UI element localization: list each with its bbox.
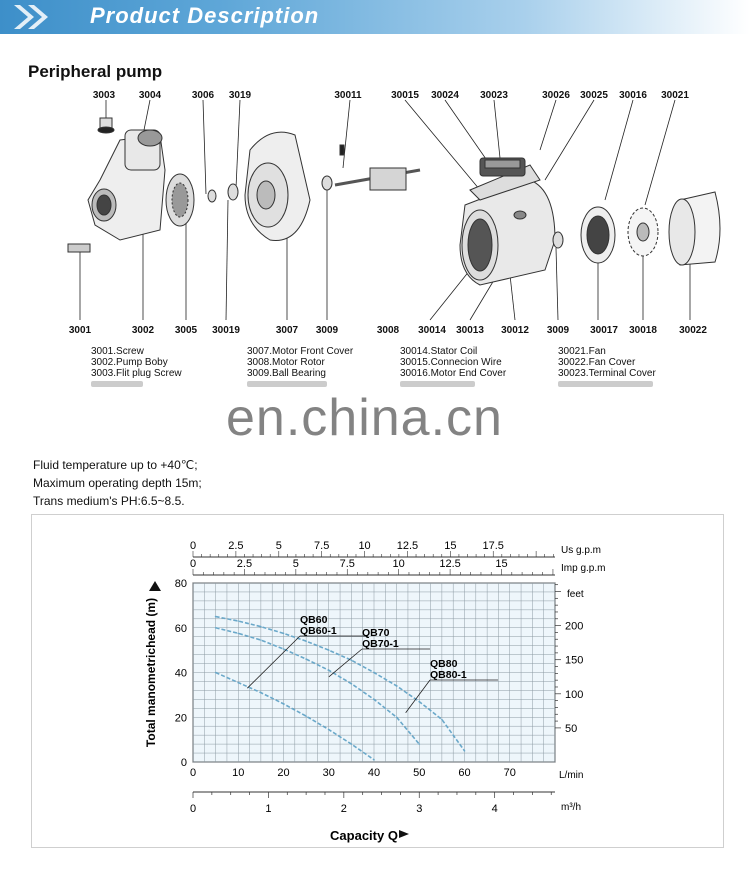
feet-tick-label: 150 bbox=[565, 654, 584, 667]
series-point bbox=[215, 616, 217, 618]
blurred-legend-row bbox=[91, 381, 143, 387]
legend-column-4 bbox=[558, 346, 656, 379]
top-axis-tick-label: 15 bbox=[444, 540, 457, 552]
series-point bbox=[215, 627, 217, 629]
legend-column-3 bbox=[400, 346, 506, 379]
feet-unit-label: feet bbox=[567, 589, 584, 600]
spec-line: Fluid temperature up to +40℃; bbox=[33, 458, 198, 472]
series-point bbox=[237, 620, 239, 622]
series-label: QB80 bbox=[430, 658, 458, 670]
top-axis-tick-label: 12.5 bbox=[396, 540, 419, 552]
x-tick-label: 10 bbox=[232, 767, 245, 779]
header-banner bbox=[0, 0, 750, 34]
legend-item: 3003.Flit plug Screw bbox=[91, 368, 182, 379]
series-point bbox=[351, 683, 353, 685]
series-label: QB70-1 bbox=[362, 638, 399, 650]
top-axis-tick-label: 5 bbox=[292, 558, 299, 570]
top-axis-tick-label: 5 bbox=[275, 540, 282, 552]
legend-column-2 bbox=[247, 346, 353, 379]
m3h-tick-label: 2 bbox=[340, 803, 347, 815]
feet-tick-label: 200 bbox=[565, 620, 584, 633]
section-title: Peripheral pump bbox=[28, 62, 163, 81]
x-axis-label: Capacity Q bbox=[330, 828, 398, 843]
series-label: QB60-1 bbox=[300, 625, 337, 637]
y-tick-label: 80 bbox=[174, 578, 187, 590]
feet-tick-label: 50 bbox=[565, 722, 578, 735]
legend-item: 30023.Terminal Cover bbox=[558, 368, 656, 379]
series-point bbox=[237, 682, 239, 684]
series-point bbox=[260, 692, 262, 694]
series-point bbox=[464, 750, 466, 752]
top-axis-tick-label: 0 bbox=[189, 540, 197, 552]
x-tick-label: 50 bbox=[413, 767, 426, 779]
banner-title: Product Description bbox=[90, 3, 320, 28]
part-number-label: 3019 bbox=[228, 90, 252, 101]
part-number-label: 3004 bbox=[138, 90, 162, 101]
series-point bbox=[237, 633, 239, 635]
top-axis-unit-label: Imp g.p.m bbox=[561, 563, 606, 574]
legend-column-1 bbox=[91, 346, 182, 379]
part-number-label: 30015 bbox=[391, 90, 419, 101]
y-tick-label: 20 bbox=[174, 712, 187, 725]
series-point bbox=[283, 648, 285, 650]
blurred-legend-row bbox=[558, 381, 653, 387]
series-label: QB70 bbox=[362, 627, 390, 639]
part-number-label: 30011 bbox=[334, 90, 362, 101]
series-point bbox=[373, 699, 375, 701]
top-axis-tick-label: 2.5 bbox=[236, 558, 253, 570]
series-point bbox=[351, 743, 353, 745]
blurred-legend-row bbox=[247, 381, 327, 387]
legend-item: 3009.Ball Bearing bbox=[247, 368, 326, 379]
top-axis-tick-label: 17.5 bbox=[482, 540, 504, 552]
part-number-label: 30023 bbox=[480, 90, 508, 101]
part-number-label: 3009 bbox=[546, 325, 570, 336]
part-number-label: 30014 bbox=[418, 325, 446, 336]
part-number-label: 30022 bbox=[679, 325, 707, 336]
specs-list bbox=[33, 456, 202, 510]
series-point bbox=[328, 669, 330, 671]
legend-item: 30015.Connecion Wire bbox=[400, 357, 502, 368]
part-number-label: 3005 bbox=[174, 325, 198, 336]
legend-item: 30021.Fan bbox=[558, 346, 606, 357]
series-point bbox=[328, 649, 330, 651]
top-axis-unit-label: Us g.p.m bbox=[561, 545, 602, 556]
m3h-unit-label: m³/h bbox=[561, 802, 581, 813]
x-unit-label: L/min bbox=[559, 770, 584, 781]
part-number-label: 30017 bbox=[590, 325, 618, 336]
part-number-label: 30025 bbox=[580, 90, 608, 101]
series-point bbox=[373, 759, 375, 761]
y-axis-label: Total manometrichead (m) bbox=[144, 597, 158, 748]
top-axis-tick-label: 2.5 bbox=[228, 540, 244, 552]
part-number-label: 30018 bbox=[629, 325, 657, 336]
m3h-tick-label: 4 bbox=[491, 803, 498, 815]
legend-item: 30022.Fan Cover bbox=[558, 357, 636, 368]
legend-item: 3002.Pump Boby bbox=[91, 357, 168, 368]
series-point bbox=[418, 701, 420, 703]
part-number-label: 30019 bbox=[212, 325, 240, 336]
series-point bbox=[260, 639, 262, 641]
part-number-label: 30024 bbox=[431, 90, 459, 101]
top-axis-tick-label: 10 bbox=[392, 558, 405, 570]
part-number-label: 30016 bbox=[619, 90, 647, 101]
top-axis-tick-label: 12.5 bbox=[439, 558, 461, 570]
m3h-tick-label: 3 bbox=[416, 803, 423, 815]
part-number-label: 30026 bbox=[542, 90, 570, 101]
x-tick-label: 0 bbox=[189, 767, 197, 779]
part-number-label: 30021 bbox=[661, 90, 689, 101]
series-point bbox=[283, 703, 285, 705]
x-axis-arrow-icon bbox=[399, 830, 409, 838]
series-point bbox=[305, 640, 307, 642]
legend-item: 3007.Motor Front Cover bbox=[247, 346, 354, 357]
y-axis-arrow-icon bbox=[149, 581, 161, 591]
x-tick-label: 30 bbox=[322, 767, 335, 779]
y-tick-label: 0 bbox=[180, 757, 187, 769]
part-number-label: 3009 bbox=[315, 325, 339, 336]
performance-chart bbox=[32, 515, 723, 847]
series-point bbox=[441, 719, 443, 721]
part-number-label: 3001 bbox=[68, 325, 92, 336]
x-tick-label: 20 bbox=[277, 767, 290, 779]
series-point bbox=[215, 672, 217, 674]
y-tick-label: 60 bbox=[174, 622, 187, 635]
spec-line: Trans medium's PH:6.5~8.5. bbox=[33, 494, 185, 508]
m3h-tick-label: 1 bbox=[265, 803, 272, 815]
double-chevron-icon bbox=[10, 2, 60, 32]
y-tick-label: 40 bbox=[174, 667, 187, 680]
m3h-tick-label: 0 bbox=[189, 803, 197, 815]
part-number-label: 3006 bbox=[191, 90, 215, 101]
part-number-label: 30013 bbox=[456, 325, 484, 336]
series-point bbox=[396, 685, 398, 687]
part-number-label: 3007 bbox=[275, 325, 299, 336]
watermark: en.china.cn bbox=[226, 389, 503, 447]
part-number-label: 3008 bbox=[376, 325, 400, 336]
top-axis-tick-label: 15 bbox=[495, 558, 508, 570]
series-point bbox=[260, 626, 262, 628]
series-point bbox=[373, 672, 375, 674]
feet-tick-label: 100 bbox=[565, 688, 584, 701]
legend-item: 30014.Stator Coil bbox=[400, 346, 478, 357]
blurred-legend-row bbox=[400, 381, 475, 387]
spec-line: Maximum operating depth 15m; bbox=[33, 476, 202, 490]
series-point bbox=[418, 743, 420, 745]
part-number-label: 3002 bbox=[131, 325, 155, 336]
legend-item: 3001.Screw bbox=[91, 346, 144, 357]
series-label: QB80-1 bbox=[430, 669, 467, 681]
part-number-label: 3003 bbox=[92, 90, 116, 101]
x-tick-label: 60 bbox=[458, 767, 471, 779]
top-axis-tick-label: 7.5 bbox=[314, 540, 330, 552]
series-point bbox=[283, 633, 285, 635]
legend-item: 3008.Motor Rotor bbox=[247, 357, 325, 368]
series-point bbox=[396, 716, 398, 718]
series-point bbox=[305, 658, 307, 660]
performance-chart-frame bbox=[31, 514, 724, 848]
series-label: QB60 bbox=[300, 614, 328, 626]
series-point bbox=[351, 659, 353, 661]
exploded-pump-diagram bbox=[0, 80, 750, 345]
series-point bbox=[328, 729, 330, 731]
top-axis-tick-label: 10 bbox=[358, 540, 371, 552]
x-tick-label: 40 bbox=[367, 767, 381, 779]
top-axis-tick-label: 7.5 bbox=[339, 558, 355, 570]
series-point bbox=[305, 715, 307, 717]
x-tick-label: 70 bbox=[503, 767, 516, 779]
legend-item: 30016.Motor End Cover bbox=[400, 368, 507, 379]
part-number-label: 30012 bbox=[501, 325, 529, 336]
top-axis-tick-label: 0 bbox=[189, 558, 197, 570]
